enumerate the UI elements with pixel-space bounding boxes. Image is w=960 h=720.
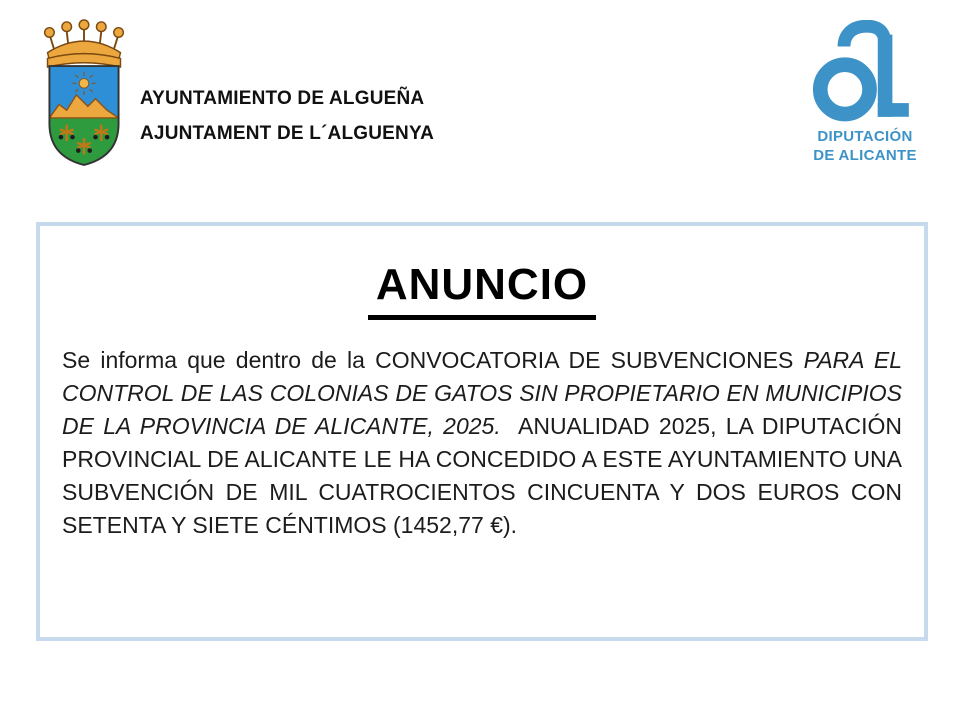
logo-text	[802, 127, 928, 165]
announcement-title: ANUNCIO	[368, 260, 596, 320]
header-titles	[140, 88, 434, 145]
logo-text-line1: DIPUTACIÓN	[817, 128, 913, 145]
announcement-box	[36, 222, 928, 641]
municipality-name-spanish: AYUNTAMIENTO DE ALGUEÑA	[140, 88, 425, 109]
municipality-name-valencian: AJUNTAMENT DE L´ALGUENYA	[140, 123, 435, 144]
announcement-body	[62, 344, 902, 542]
town-coat-of-arms-icon	[36, 16, 132, 170]
body-regular-2: ANUALIDAD 2025, LA DIPUTACIÓN PROVINCIAL DE ALICANTE LE HA CONCEDIDO A ESTE AYUNTAMIENTO UNA SUBVENCIÓN DE MIL CUATROCIENTOS CINCUENTA Y DOS EUROS CON SETENTA Y SIETE CÉNTIMOS (1452,77 €).	[62, 413, 902, 538]
logo-text-line2: DE ALICANTE	[813, 147, 917, 164]
body-regular-1: Se informa que dentro de la CONVOCATORIA DE SUBVENCIONES	[62, 347, 804, 373]
title-wrap	[40, 260, 924, 320]
body-italic-segment: PARA EL CONTROL DE LAS COLONIAS DE GATOS SIN PROPIETARIO EN MUNICIPIOS DE LA PROVINCIA DE ALICANTE, 2025.	[62, 347, 902, 439]
diputacion-logo-icon	[810, 20, 920, 125]
diputacion-alicante-logo	[802, 20, 928, 165]
